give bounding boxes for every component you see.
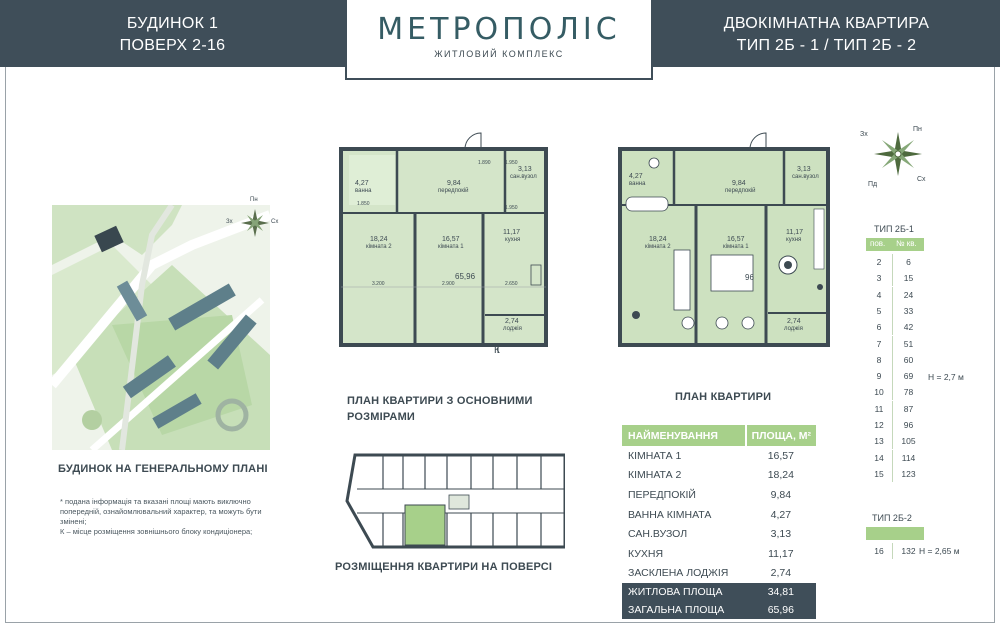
floor-number: 15	[874, 468, 884, 479]
table-row	[622, 564, 816, 584]
floor-number: 8	[876, 354, 882, 365]
note-1: * подана інформація та вказані площі мають виключно попередній, ознайомлювальний характер, та можуть бути змінені;	[60, 497, 262, 526]
caption-apartment-plan: ПЛАН КВАРТИРИ	[675, 391, 772, 403]
floor-number: 3	[876, 273, 882, 284]
floor-number: 2	[876, 257, 882, 267]
compass-small-west: Зх	[226, 219, 233, 225]
room-bath-area: 4,27	[355, 180, 369, 187]
floor-number: 16	[874, 546, 884, 556]
row-value: 18,24	[767, 469, 794, 482]
apartment-number: 15	[892, 270, 924, 286]
apartment-number: 33	[892, 303, 924, 319]
apartment-number: 51	[892, 336, 924, 352]
total-value: 34,81	[746, 583, 816, 601]
r-room-hall-name: передпокій	[725, 188, 756, 194]
table-row	[622, 446, 816, 466]
total-area-row	[622, 601, 816, 619]
apartment-number: 69	[892, 368, 924, 384]
area-table-header	[622, 425, 816, 446]
building-label: БУДИНОК 1	[126, 15, 219, 32]
row-value: 4,27	[770, 508, 792, 521]
floor-number: 10	[874, 387, 884, 398]
compass-north: Пн	[913, 126, 922, 133]
total-name: ЖИТЛОВА ПЛОЩА	[622, 583, 746, 601]
row-value: 2,74	[770, 567, 792, 580]
table-row	[866, 303, 924, 319]
header-right-band	[653, 0, 1000, 67]
area-table	[622, 425, 816, 619]
table-row	[866, 450, 924, 466]
room-wc-name: сан.вузол	[510, 174, 537, 180]
apartment-number: 78	[892, 384, 924, 400]
caption-floor-location: РОЗМІЩЕННЯ КВАРТИРИ НА ПОВЕРСІ	[335, 561, 553, 573]
r-room-wc-name: сан.вузол	[792, 174, 819, 180]
r-room-1-area: 16,57	[727, 236, 745, 243]
floor-number: 4	[876, 289, 882, 300]
table-row	[622, 524, 816, 544]
room-wc-area: 3,13	[518, 166, 532, 173]
dim-2: 1.950	[505, 160, 518, 166]
r-total-fragment: 96	[745, 273, 754, 282]
room-kitchen-name: кухня	[505, 237, 521, 243]
table-row	[866, 417, 924, 433]
logo-title: МЕТРОПОЛІС	[377, 12, 621, 47]
table-row	[866, 466, 924, 482]
dim-6: 2.650	[505, 281, 518, 287]
table-row	[622, 505, 816, 525]
r-room-loggia-name: лоджія	[784, 326, 803, 332]
room-hall-area: 9,84	[447, 180, 461, 187]
compass-east: Сх	[917, 176, 926, 183]
table-row	[866, 352, 924, 368]
room-1-name: кімната 1	[438, 244, 464, 250]
apartment-number: 87	[892, 401, 924, 417]
room-hall-name: передпокій	[438, 188, 469, 194]
table-row	[622, 544, 816, 564]
compass-west: Зх	[860, 131, 868, 138]
row-value: 16,57	[767, 449, 794, 462]
floor-number: 6	[876, 322, 882, 333]
table-row	[866, 287, 924, 303]
table-row	[622, 466, 816, 486]
row-name: КІМНАТА 2	[628, 469, 682, 482]
apartment-number: 123	[892, 466, 924, 482]
type1-title: ТИП 2Б-1	[874, 224, 914, 234]
r-room-wc-area: 3,13	[797, 166, 811, 173]
table-row	[866, 384, 924, 400]
apartment-type-codes: ТИП 2Б - 1 / ТИП 2Б - 2	[736, 37, 917, 54]
table-row	[866, 254, 924, 270]
compass-small-north: Пн	[250, 197, 258, 203]
living-area-row	[622, 583, 816, 601]
floors-table-header-2	[866, 527, 924, 540]
apartment-number: 132	[892, 543, 924, 559]
room-loggia-name: лоджія	[503, 326, 522, 332]
dim-5: 2.900	[442, 281, 455, 287]
caption-dimensions-plan	[347, 393, 533, 425]
table-row	[866, 336, 924, 352]
dim-4: 3.200	[372, 281, 385, 287]
room-1-area: 16,57	[442, 236, 460, 243]
total-value: 65,96	[746, 601, 816, 619]
col-floor: пов.	[870, 239, 886, 248]
header-name: НАЙМЕНУВАННЯ	[622, 425, 746, 446]
apartment-number: 96	[892, 417, 924, 433]
room-2-name: кімната 2	[366, 244, 392, 250]
table-row	[866, 368, 924, 384]
col-apt: № кв.	[896, 239, 917, 248]
r-room-1-name: кімната 1	[723, 244, 749, 250]
apartment-number: 60	[892, 352, 924, 368]
table-row	[866, 543, 924, 559]
r-room-kitchen-name: кухня	[786, 237, 802, 243]
compass-south: Пд	[868, 181, 878, 188]
floor-number: 13	[874, 436, 884, 447]
apartment-number: 114	[892, 450, 924, 466]
caption-dimensions-line1: ПЛАН КВАРТИРИ З ОСНОВНИМИ	[347, 395, 533, 407]
apartment-number: 105	[892, 433, 924, 449]
r-room-2-area: 18,24	[649, 236, 667, 243]
type1-height: Н = 2,7 м	[928, 372, 964, 382]
type2-height: Н = 2,65 м	[919, 546, 960, 556]
floor-number: 5	[876, 305, 882, 316]
row-name: ПЕРЕДПОКІЙ	[628, 488, 696, 501]
r-room-kitchen-area: 11,17	[786, 229, 803, 236]
table-row	[866, 270, 924, 286]
table-row	[866, 401, 924, 417]
r-room-loggia-area: 2,74	[787, 318, 801, 325]
total-area-label: 65,96	[455, 272, 476, 281]
room-loggia-area: 2,74	[505, 318, 519, 325]
dim-3: 1.850	[357, 201, 370, 207]
r-room-bath-area: 4,27	[629, 173, 643, 180]
header-area: ПЛОЩА, М²	[746, 425, 816, 446]
compass-rose-small	[235, 205, 290, 245]
table-row	[622, 485, 816, 505]
apartment-number: 42	[892, 319, 924, 335]
disclaimer-notes	[60, 497, 285, 537]
apartment-number: 24	[892, 287, 924, 303]
floors-table-header	[866, 238, 924, 251]
dim-7: 1.950	[505, 205, 518, 211]
type2-title: ТИП 2Б-2	[872, 513, 912, 523]
apartment-number: 6	[892, 254, 924, 270]
row-name: КУХНЯ	[628, 547, 664, 560]
floor-number: 12	[874, 420, 884, 430]
header-left-band	[0, 0, 345, 67]
row-name: ВАННА КІМНАТА	[628, 508, 712, 521]
total-name: ЗАГАЛЬНА ПЛОЩА	[622, 601, 746, 619]
apartment-type-label: ДВОКІМНАТНА КВАРТИРА	[723, 15, 930, 32]
table-row	[866, 319, 924, 335]
note-2: К – місце розміщення зовнішнього блоку кондиціонера;	[60, 527, 253, 536]
r-room-bath-name: ванна	[629, 181, 646, 187]
caption-dimensions-line2: РОЗМІРАМИ	[347, 411, 416, 423]
table-row	[866, 433, 924, 449]
floor-number: 9	[876, 371, 882, 382]
floor-location-drawing	[343, 451, 565, 551]
r-room-2-name: кімната 2	[645, 244, 671, 250]
floors-label: ПОВЕРХ 2-16	[119, 37, 226, 54]
row-name: КІМНАТА 1	[628, 449, 682, 462]
floor-number: 11	[874, 403, 884, 414]
row-name: САН.ВУЗОЛ	[628, 528, 688, 541]
room-bath-name: ванна	[355, 188, 372, 194]
r-room-hall-area: 9,84	[732, 180, 746, 187]
room-2-area: 18,24	[370, 236, 388, 243]
floor-number: 7	[876, 338, 882, 349]
logo-subtitle: ЖИТЛОВИЙ КОМПЛЕКС	[434, 49, 564, 59]
row-value: 11,17	[768, 547, 794, 560]
room-kitchen-area: 11,17	[503, 229, 520, 236]
floor-number: 14	[874, 452, 884, 463]
dim-1: 1.890	[478, 160, 491, 166]
row-name: ЗАСКЛЕНА ЛОДЖІЯ	[628, 567, 729, 580]
k-mark: К	[494, 345, 500, 356]
compass-small-east: Сх	[271, 219, 279, 225]
caption-general-plan: БУДИНОК НА ГЕНЕРАЛЬНОМУ ПЛАНІ	[58, 463, 268, 475]
row-value: 3,13	[770, 528, 792, 541]
row-value: 9,84	[770, 488, 792, 501]
